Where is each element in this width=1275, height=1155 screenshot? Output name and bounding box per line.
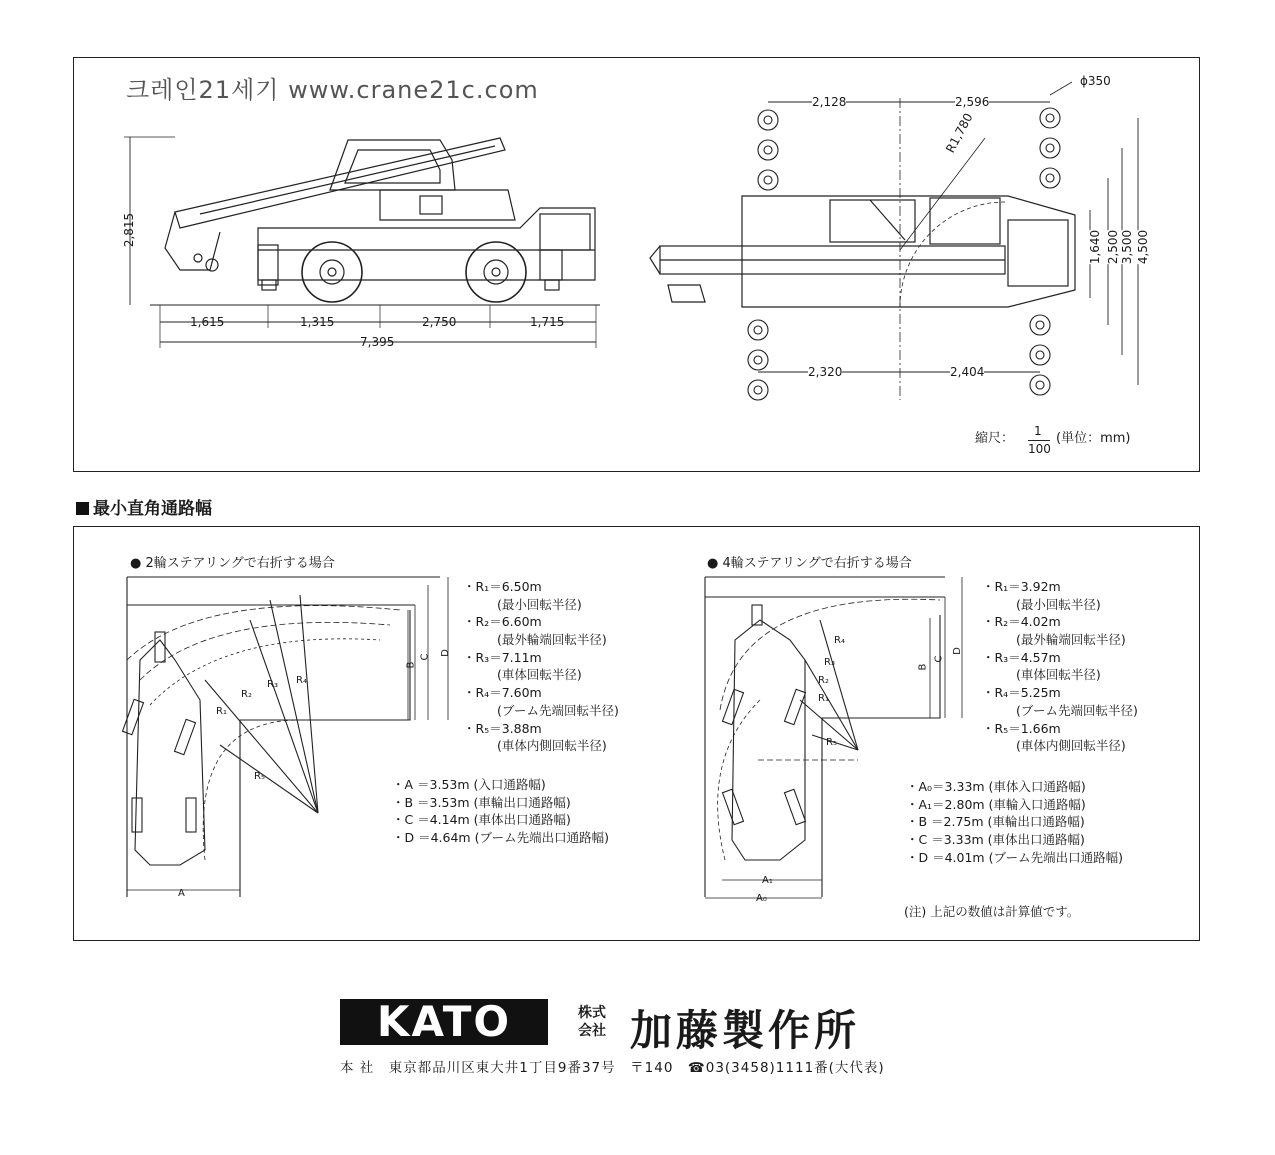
spec-a0: ・A₀＝3.33m (車体入口通路幅) xyxy=(906,779,1086,794)
scale-numerator: 1 xyxy=(1034,424,1042,438)
side-height-dim: 2,815 xyxy=(122,212,137,248)
spec-r1: ・R₁＝6.50m xyxy=(463,579,542,594)
two-wheel-title: ● 2輪ステアリングで右折する場合 xyxy=(130,556,335,571)
plan-right-dim-3: 3,500 xyxy=(1120,229,1135,265)
spec-r1: ・R₁＝3.92m xyxy=(982,579,1061,594)
label-r1: R₁ xyxy=(216,706,227,717)
plan-bottom-dim-2: 2,404 xyxy=(950,365,985,379)
calculation-note: (注) 上記の数値は計算値です。 xyxy=(904,904,1080,919)
plan-radius: R1,780 xyxy=(943,110,976,156)
watermark-text: 크레인21세기 www.crane21c.com xyxy=(126,76,539,104)
label-r4: R₄ xyxy=(296,675,307,686)
section-title: 最小直角通路幅 xyxy=(76,494,212,519)
side-length-3: 2,750 xyxy=(422,315,457,329)
label-d: D xyxy=(951,647,963,655)
label-r4: R₄ xyxy=(834,635,845,646)
spec-r5: ・R₅＝3.88m xyxy=(463,720,542,736)
spec-r4-desc: (ブーム先端回転半径) xyxy=(1016,702,1138,718)
label-a: A xyxy=(178,888,185,899)
label-a0: A₀ xyxy=(756,893,767,904)
plan-right-dim-2: 2,500 xyxy=(1106,229,1121,265)
spec-r3-desc: (車体回転半径) xyxy=(1016,667,1101,683)
plan-bottom-dim-1: 2,320 xyxy=(808,365,843,379)
label-b: B xyxy=(405,661,417,669)
spec-r3: ・R₃＝4.57m xyxy=(982,649,1061,665)
spec-d: ・D ＝4.01m (ブーム先端出口通路幅) xyxy=(906,849,1123,865)
spec-r3-desc: (車体回転半径) xyxy=(497,667,582,683)
plan-wheel-diameter: ϕ350 xyxy=(1080,74,1111,88)
two-wheel-radius-specs xyxy=(463,578,619,755)
label-r5: R₅ xyxy=(254,771,265,782)
four-wheel-width-specs xyxy=(906,778,1123,866)
label-c: C xyxy=(933,655,945,663)
spec-c: ・C ＝4.14m (車体出口通路幅) xyxy=(392,812,571,828)
label-d: D xyxy=(439,649,451,657)
scale-unit: (単位：mm) xyxy=(1056,431,1131,446)
spec-r2: ・R₂＝4.02m xyxy=(982,614,1061,630)
spec-r2-desc: (最外輪端回転半径) xyxy=(1016,632,1126,648)
label-r1: R₁ xyxy=(818,693,829,704)
scale-label: 縮尺： xyxy=(975,431,1015,446)
company-address: 本 社 東京都品川区東大井1丁目9番37号 〒140 ☎03(3458)1111番(大代表) xyxy=(340,1060,885,1076)
label-b: B xyxy=(917,663,929,671)
plan-top-dim-1: 2,128 xyxy=(812,95,847,109)
side-length-4: 1,715 xyxy=(530,315,565,329)
label-a1: A₁ xyxy=(762,875,773,886)
spec-r5-desc: (車体内側回転半径) xyxy=(497,738,607,754)
spec-d: ・D ＝4.64m (ブーム先端出口通路幅) xyxy=(392,830,609,846)
plan-right-dim-4: 4,500 xyxy=(1136,229,1151,265)
label-r3: R₃ xyxy=(824,657,835,668)
label-r5: R₅ xyxy=(826,737,837,748)
spec-b: ・B ＝2.75m (車輪出口通路幅) xyxy=(906,814,1085,830)
four-wheel-title: ● 4輪ステアリングで右折する場合 xyxy=(707,556,912,571)
spec-r5: ・R₅＝1.66m xyxy=(982,720,1061,736)
spec-r1-desc: (最小回転半径) xyxy=(1016,596,1101,612)
corp-type: 株式会社 xyxy=(578,1005,606,1039)
plan-top-dim-2: 2,596 xyxy=(955,95,990,109)
label-r3: R₃ xyxy=(267,679,278,690)
spec-c: ・C ＝3.33m (車体出口通路幅) xyxy=(906,832,1085,848)
spec-r1-desc: (最小回転半径) xyxy=(497,596,582,612)
side-length-1: 1,615 xyxy=(190,315,225,329)
four-wheel-radius-specs xyxy=(982,578,1138,755)
scale-denominator: 100 xyxy=(1028,442,1051,456)
spec-r3: ・R₃＝7.11m xyxy=(463,649,542,665)
spec-b: ・B ＝3.53m (車輪出口通路幅) xyxy=(392,794,571,810)
side-total-length: 7,395 xyxy=(360,335,395,349)
label-r2: R₂ xyxy=(818,675,829,686)
label-c: C xyxy=(419,653,431,661)
spec-r4: ・R₄＝5.25m xyxy=(982,685,1061,701)
plan-right-dim-1: 1,640 xyxy=(1088,229,1103,265)
square-bullet-icon xyxy=(76,502,89,515)
spec-r4-desc: (ブーム先端回転半径) xyxy=(497,702,619,718)
spec-r2: ・R₂＝6.60m xyxy=(463,614,542,630)
spec-a1: ・A₁＝2.80m (車輪入口通路幅) xyxy=(906,796,1086,812)
crane-plan-view xyxy=(650,82,1138,400)
two-wheel-width-specs xyxy=(392,776,609,847)
side-length-2: 1,315 xyxy=(300,315,335,329)
kato-logo: KATO xyxy=(376,997,512,1046)
scale-fraction-bar xyxy=(1028,440,1050,441)
spec-r5-desc: (車体内側回転半径) xyxy=(1016,738,1126,754)
label-r2: R₂ xyxy=(241,689,252,700)
corp-name: 加藤製作所 xyxy=(630,1006,861,1055)
spec-a: ・A ＝3.53m (入口通路幅) xyxy=(392,777,546,792)
spec-r2-desc: (最外輪端回転半径) xyxy=(497,632,607,648)
spec-r4: ・R₄＝7.60m xyxy=(463,685,542,701)
